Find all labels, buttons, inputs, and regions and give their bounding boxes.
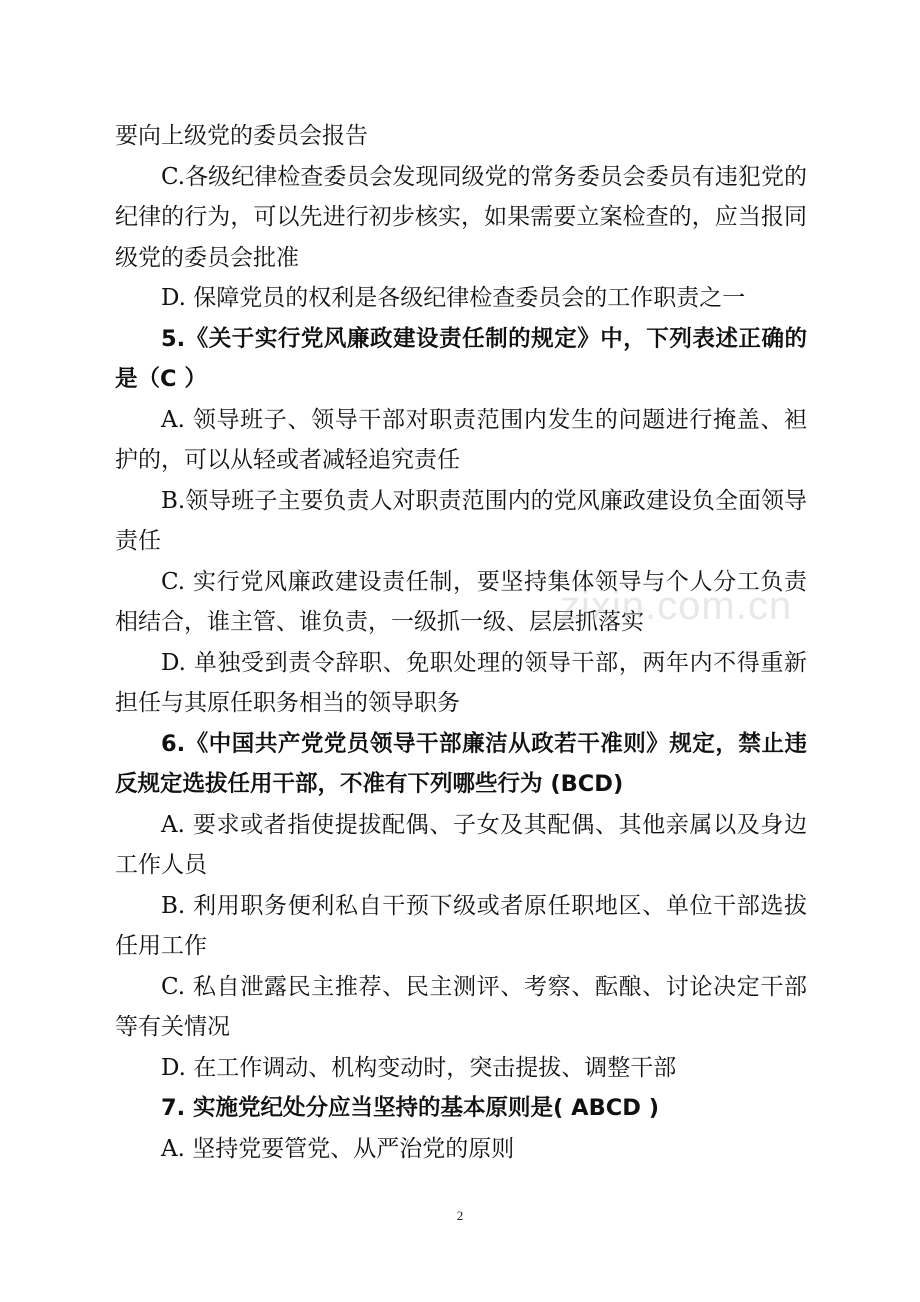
q7-option-a: A. 坚持党要管党、从严治党的原则 [161,1135,515,1162]
q6-option-b: B. 利用职务便利私自干预下级或者原任职地区、单位干部选拔任用工作 [115,892,807,959]
question-6: 6.《中国共产党党员领导干部廉洁从政若干准则》规定，禁止违反规定选拔任用干部，不准有下列哪些行为 (BCD) [115,730,807,797]
q6-option-a: A. 要求或者指使提拔配偶、子女及其配偶、其他亲属以及身边工作人员 [115,811,807,878]
option-d: D. 保障党员的权利是各级纪律检查委员会的工作职责之一 [161,285,746,311]
q6-option-d: D. 在工作调动、机构变动时，突击提拔、调整干部 [161,1054,677,1081]
q5-option-d: D. 单独受到责令辞职、免职处理的领导干部，两年内不得重新担任与其原任职务相当的领导职务 [115,649,807,716]
continuation-line: 要向上级党的委员会报告 [115,123,368,149]
watermark: zixin.com.cn [560,584,793,628]
q5-option-b: B.领导班子主要负责人对职责范围内的党风廉政建设负全面领导责任 [115,487,807,554]
question-5: 5.《关于实行党风廉政建设责任制的规定》中，下列表述正确的是（C ） [115,325,807,392]
option-c: C.各级纪律检查委员会发现同级党的常务委员会委员有违犯党的纪律的行为，可以先进行初步核实，如果需要立案检查的，应当报同级党的委员会批准 [115,163,807,271]
q6-option-c: C. 私自泄露民主推荐、民主测评、考察、酝酿、讨论决定干部等有关情况 [115,973,807,1040]
question-7: 7. 实施党纪处分应当坚持的基本原则是( ABCD ) [161,1095,660,1121]
q5-option-a: A. 领导班子、领导干部对职责范围内发生的问题进行掩盖、袒护的，可以从轻或者减轻追究责任 [115,406,807,473]
page-content [115,116,807,1169]
q5-option-c: C. 实行党风廉政建设责任制，要坚持集体领导与个人分工负责相结合，谁主管、谁负责，一级抓一级、层层抓落实 [115,568,807,635]
page-number: 2 [456,1208,464,1223]
